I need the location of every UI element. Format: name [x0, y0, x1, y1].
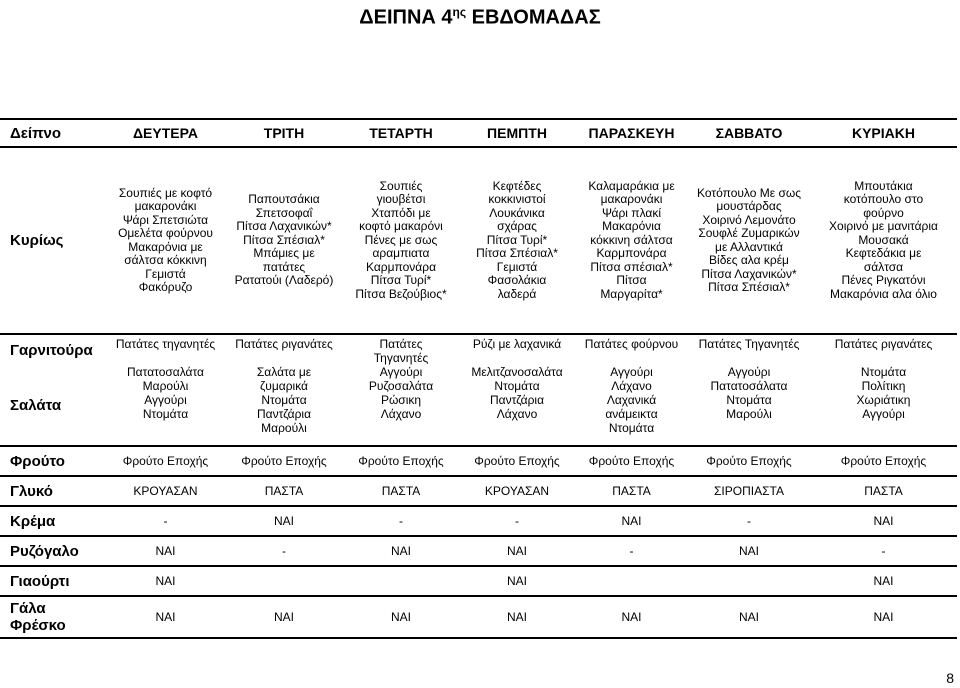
cream-cell-1: ΝΑΙ [225, 506, 343, 536]
garn-line: Πατάτες τηγανητές [115, 337, 216, 351]
salad-line: Ντομάτα [726, 393, 772, 407]
main-line: αραμπιατα [372, 246, 430, 261]
day-header-4: ΠΑΡΑΣΚΕΥΗ [575, 119, 688, 147]
yogurt-cell-1 [225, 566, 343, 596]
salad-cell-0 [106, 365, 225, 446]
day-header-5: ΣΑΒΒΑΤΟ [688, 119, 810, 147]
main-cell-0 [106, 147, 225, 334]
title-rest: ΕΒΔΟΜΑΔΑΣ [466, 6, 601, 29]
salad-cell-1 [225, 365, 343, 446]
main-line: Πίτσα Σπέσιαλ* [243, 232, 325, 247]
ricepud-cell-0: ΝΑΙ [106, 536, 225, 566]
milk-label [0, 596, 106, 638]
garn-line: Πατάτες [379, 337, 423, 351]
fruit-cell-1: Φρούτο Εποχής [225, 446, 343, 476]
main-line: Πίτσα Τυρί* [486, 232, 548, 247]
main-line: Πίτσα Σπέσιαλ* [708, 280, 790, 294]
main-line: Καρμπονάρα [365, 259, 437, 274]
yogurt-cell-4 [575, 566, 688, 596]
main-line: Σουπιές [379, 178, 423, 193]
main-cell-4 [575, 147, 688, 334]
day-header-6: ΚΥΡΙΑΚΗ [810, 119, 957, 147]
salad-row [0, 365, 957, 446]
main-line: Χοιρινό με μανιτάρια [829, 219, 938, 234]
garn-cell-1 [225, 334, 343, 365]
main-line: Καρμπονάρα [596, 246, 667, 261]
garn-cell-0 [106, 334, 225, 365]
garn-cell-6 [810, 334, 957, 365]
main-cell-3 [459, 147, 575, 334]
main-line: Ομελέτα φούρνου [118, 226, 213, 240]
main-line: Καλαμαράκια με [588, 178, 675, 193]
salad-line: Μαρούλι [726, 407, 772, 421]
main-line: κοτόπουλο στο [843, 192, 924, 207]
main-line: Πίτσα Βεζούβιος* [355, 286, 447, 301]
fruit-cell-0: Φρούτο Εποχής [106, 446, 225, 476]
ricepud-cell-4: - [575, 536, 688, 566]
day-header-2: ΤΕΤΑΡΤΗ [343, 119, 459, 147]
milk-cell-3: ΝΑΙ [459, 596, 575, 638]
garn-cell-5 [688, 334, 810, 365]
salad-line: Ντομάτα [261, 393, 307, 407]
main-line: Ψάρι Σπετσιώτα [122, 212, 209, 227]
main-line: κοκκινιστοί [488, 192, 546, 207]
salad-line: Αγγούρι [144, 393, 187, 407]
salad-line: Μελιτζανοσαλάτα [471, 365, 563, 379]
yogurt-label: Γιαούρτι [0, 566, 106, 596]
salad-line: Ντομάτα [608, 421, 655, 435]
garn-cell-3 [459, 334, 575, 365]
salad-line: Σαλάτα με [256, 365, 312, 379]
salad-line: Μαρούλι [142, 379, 189, 393]
main-line: Μπουτάκια [854, 178, 913, 193]
main-line: Σουπιές με κοφτό [118, 185, 213, 200]
main-line: σχάρας [497, 219, 537, 234]
milk-cell-6: ΝΑΙ [810, 596, 957, 638]
main-line: μουστάρδας [716, 199, 782, 213]
main-cell-1 [225, 147, 343, 334]
garn-cell-4 [575, 334, 688, 365]
sweet-cell-5: ΣΙΡΟΠΙΑΣΤΑ [688, 476, 810, 506]
salad-cell-2 [343, 365, 459, 446]
cream-row [0, 506, 957, 536]
salad-line: Μαρούλι [261, 421, 307, 435]
sweet-cell-0: ΚΡΟΥΑΣΑΝ [106, 476, 225, 506]
cream-cell-5: - [688, 506, 810, 536]
main-line: Πίτσα σπέσιαλ* [590, 259, 673, 274]
salad-line: Χωριάτικη [856, 393, 911, 407]
title-superscript: ης [452, 5, 467, 19]
salad-line: Αγγούρι [379, 365, 423, 379]
salad-line: Πατατοσαλάτα [127, 365, 204, 379]
main-line: Μαργαρίτα* [600, 286, 663, 301]
main-line: Λουκάνικα [489, 205, 545, 220]
yogurt-cell-5 [688, 566, 810, 596]
day-header-0: ΔΕΥΤΕΡΑ [106, 119, 225, 147]
salad-line: Ντομάτα [142, 407, 189, 421]
salad-label: Σαλάτα [10, 396, 62, 414]
salad-line: Αγγούρι [610, 365, 653, 379]
main-line: Φασολάκια [487, 273, 547, 288]
main-line: Κεφτέδες [492, 178, 542, 193]
main-line: Ρατατούι (Λαδερό) [234, 273, 334, 288]
sweet-cell-1: ΠΑΣΤΑ [225, 476, 343, 506]
yogurt-cell-0: ΝΑΙ [106, 566, 225, 596]
main-line: κόκκινη σάλτσα [590, 232, 673, 247]
main-cell-6 [810, 147, 957, 334]
ricepud-row [0, 536, 957, 566]
main-line: Παπουτσάκια [248, 192, 320, 207]
milk-row [0, 596, 957, 638]
salad-line: Λάχανο [611, 379, 652, 393]
garn-line: Πατάτες ριγανάτες [235, 337, 333, 351]
cream-cell-0: - [106, 506, 225, 536]
main-row [0, 147, 957, 334]
main-line: Μουσακά [858, 232, 909, 247]
page-number: 8 [946, 670, 954, 686]
fruit-cell-3: Φρούτο Εποχής [459, 446, 575, 476]
cream-label: Κρέμα [0, 506, 106, 536]
garn-cell-2 [343, 334, 459, 365]
main-line: κοφτό μακαρόνι [359, 219, 443, 234]
milk-cell-5: ΝΑΙ [688, 596, 810, 638]
main-line: λαδερά [497, 286, 537, 301]
ricepud-cell-5: ΝΑΙ [688, 536, 810, 566]
garn-line: Ρύζι με λαχανικά [472, 337, 562, 351]
main-line: Ψάρι πλακί [601, 205, 662, 220]
main-line: μακαρονάκι [134, 199, 197, 213]
main-line: Πίτσα Λαχανικών* [701, 266, 797, 281]
main-line: Μακαρόνια με [128, 239, 203, 254]
ricepud-cell-6: - [810, 536, 957, 566]
main-line: Πένες με σως [364, 232, 438, 247]
main-line: σάλτσα κόκκινη [124, 253, 207, 267]
garn-line: Τηγανητές [373, 351, 429, 365]
day-header-1: ΤΡΙΤΗ [225, 119, 343, 147]
main-line: Πίτσα [616, 273, 647, 288]
main-line: Γεμιστά [145, 266, 186, 281]
main-line: Φακόρυζο [138, 280, 193, 294]
garn-label: Γαρνιτούρα [0, 334, 106, 365]
salad-line: ζυμαρικά [260, 379, 308, 393]
main-line: σάλτσα [863, 259, 904, 274]
milk-cell-4: ΝΑΙ [575, 596, 688, 638]
main-line: Πίτσα Λαχανικών* [236, 219, 332, 234]
main-line: πατάτες [262, 259, 306, 274]
main-line: με Αλλαντικά [715, 239, 783, 254]
milk-label-line: Γάλα [10, 600, 46, 617]
day-header-3: ΠΕΜΠΤΗ [459, 119, 575, 147]
main-line: φούρνο [863, 205, 904, 220]
ricepud-cell-2: ΝΑΙ [343, 536, 459, 566]
sweet-label: Γλυκό [0, 476, 106, 506]
main-line: Κοτόπουλο Με σως [696, 185, 801, 200]
salad-line: Παντζάρια [256, 407, 312, 421]
garn-row [0, 334, 957, 365]
header-row [0, 119, 957, 147]
salad-line: Ρώσικη [380, 393, 422, 407]
main-line: Πίτσα Τυρί* [370, 273, 432, 288]
yogurt-cell-3: ΝΑΙ [459, 566, 575, 596]
main-line: Μακαρόνια αλα όλιο [830, 286, 937, 301]
fruit-cell-2: Φρούτο Εποχής [343, 446, 459, 476]
salad-line: Αγγούρι [727, 365, 771, 379]
milk-cell-2: ΝΑΙ [343, 596, 459, 638]
salad-cell-5 [688, 365, 810, 446]
fruit-cell-4: Φρούτο Εποχής [575, 446, 688, 476]
fruit-row [0, 446, 957, 476]
salad-cell-4 [575, 365, 688, 446]
salad-line: Ντομάτα [860, 365, 907, 379]
main-line: Μπάμιες με [253, 246, 315, 261]
main-line: Βίδες αλα κρέμ [709, 253, 789, 267]
salad-line: Αγγούρι [862, 407, 905, 421]
cream-cell-6: ΝΑΙ [810, 506, 957, 536]
yogurt-cell-2 [343, 566, 459, 596]
main-label: Κυρίως [10, 232, 64, 249]
cream-cell-2: - [343, 506, 459, 536]
weekly-dinner-menu-table [0, 118, 957, 639]
salad-line: Παντζάρια [489, 393, 545, 407]
garn-line: Πατάτες ριγανάτες [834, 337, 933, 351]
salad-cell-6 [810, 365, 957, 446]
main-line: Κεφτεδάκια με [845, 246, 922, 261]
garn-line: Πατάτες φούρνου [584, 337, 679, 351]
salad-line: Ρυζοσαλάτα [368, 379, 434, 393]
main-line: Χοιρινό Λεμονάτο [702, 212, 796, 227]
main-line: Πίτσα Σπέσιαλ* [476, 246, 558, 261]
fruit-cell-5: Φρούτο Εποχής [688, 446, 810, 476]
salad-line: Πατατοσάλατα [710, 379, 788, 393]
milk-cell-0: ΝΑΙ [106, 596, 225, 638]
sweet-cell-6: ΠΑΣΤΑ [810, 476, 957, 506]
ricepud-label: Ρυζόγαλο [0, 536, 106, 566]
sweet-cell-2: ΠΑΣΤΑ [343, 476, 459, 506]
fruit-label: Φρούτο [0, 446, 106, 476]
fruit-cell-6: Φρούτο Εποχής [810, 446, 957, 476]
title-main: ΔΕΙΠΝΑ 4 [359, 6, 453, 29]
main-cell-2 [343, 147, 459, 334]
salad-line: Λάχανο [496, 407, 538, 421]
sweet-cell-4: ΠΑΣΤΑ [575, 476, 688, 506]
salad-line: Λαχανικά [606, 393, 657, 407]
milk-cell-1: ΝΑΙ [225, 596, 343, 638]
sweet-row [0, 476, 957, 506]
sweet-cell-3: ΚΡΟΥΑΣΑΝ [459, 476, 575, 506]
milk-label-line: Φρέσκο [10, 617, 66, 634]
salad-line: Πολίτικη [861, 379, 906, 393]
main-line: Χταπόδι με [371, 205, 431, 220]
ricepud-cell-1: - [225, 536, 343, 566]
yogurt-row [0, 566, 957, 596]
ricepud-cell-3: ΝΑΙ [459, 536, 575, 566]
main-line: Σουφλέ Ζυμαρικών [698, 226, 800, 240]
salad-cell-3 [459, 365, 575, 446]
yogurt-cell-6: ΝΑΙ [810, 566, 957, 596]
main-line: Πένες Ριγκατόνι [841, 273, 926, 288]
main-line: Μακαρόνια [602, 219, 661, 234]
page-title [0, 0, 960, 30]
cream-cell-4: ΝΑΙ [575, 506, 688, 536]
salad-line: Ντομάτα [494, 379, 540, 393]
header-corner: Δείπνο [0, 119, 106, 147]
salad-line: ανάμεικτα [605, 407, 658, 421]
garn-line: Πατάτες Τηγανητές [698, 337, 800, 351]
cream-cell-3: - [459, 506, 575, 536]
salad-line: Λάχανο [380, 407, 422, 421]
main-cell-5 [688, 147, 810, 334]
main-line: Σπετσοφαΐ [255, 205, 313, 220]
main-line: Γεμιστά [496, 259, 538, 274]
main-line: γιουβέτσι [376, 192, 426, 207]
main-line: μακαρονάκι [600, 192, 663, 207]
